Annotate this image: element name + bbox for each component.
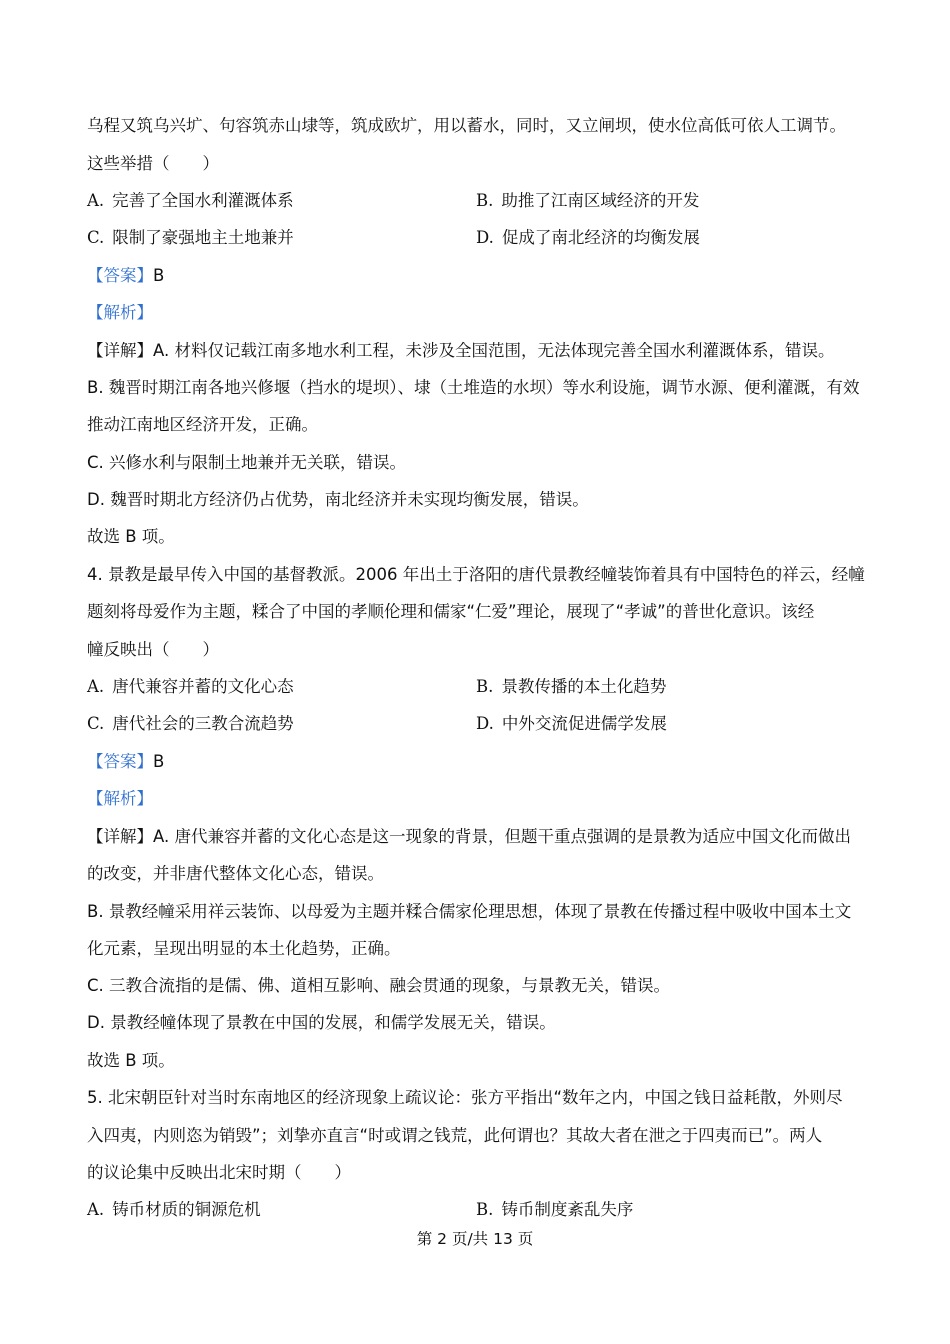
question-3-conclusion: 故选 B 项。	[87, 527, 175, 546]
question-3-option-c	[87, 228, 294, 248]
question-3-stem-end: 这些举措（ ）	[87, 154, 219, 173]
option-text: 铸币制度紊乱失序	[501, 1200, 634, 1219]
question-4-option-c	[87, 714, 294, 734]
option-text: 唐代社会的三教合流趋势	[112, 714, 294, 733]
page-footer: 第 2 页/共 13 页	[416, 1230, 534, 1248]
analysis-tag: 【解析】	[87, 789, 153, 808]
question-4-detail-a-line-1	[87, 827, 851, 847]
answer-tag: 【答案】	[87, 752, 153, 771]
question-4-answer	[87, 752, 164, 772]
answer-value: B	[153, 752, 165, 771]
question-3-analysis-tag	[87, 303, 153, 323]
detail-text: A. 唐代兼容并蓄的文化心态是这一现象的背景，但题干重点强调的是景教为适应中国文化而做出	[153, 827, 851, 846]
answer-value: B	[153, 266, 165, 285]
option-letter: B.	[476, 1200, 494, 1219]
analysis-tag: 【解析】	[87, 303, 153, 322]
question-4-stem-line-3: 幢反映出（ ）	[87, 640, 219, 659]
question-5-option-b	[476, 1200, 633, 1220]
answer-tag: 【答案】	[87, 266, 153, 285]
question-5-stem-line-2: 入四夷，内则恣为销毁”；刘挚亦直言“时或谓之钱荒，此何谓也？其故大者在泄之于四夷而已”。两人	[87, 1126, 823, 1145]
option-text: 铸币材质的铜源危机	[112, 1200, 261, 1219]
question-3-detail-d: D. 魏晋时期北方经济仍占优势，南北经济并未实现均衡发展，错误。	[87, 490, 589, 509]
question-3-option-d	[476, 228, 700, 248]
question-4-detail-a-line-2: 的改变，并非唐代整体文化心态，错误。	[87, 864, 384, 883]
question-4-detail-b-line-1: B. 景教经幢采用祥云装饰、以母爱为主题并糅合儒家伦理思想，体现了景教在传播过程中吸收中国本土文	[87, 902, 852, 921]
question-4-option-b	[476, 677, 666, 697]
question-3-option-a	[87, 191, 294, 211]
option-text: 完善了全国水利灌溉体系	[112, 191, 294, 210]
question-3-answer	[87, 266, 164, 286]
question-4-option-d	[476, 714, 667, 734]
question-5-stem-line-3: 的议论集中反映出北宋时期（ ）	[87, 1163, 351, 1182]
option-letter: B.	[476, 191, 494, 210]
option-text: 景教传播的本土化趋势	[501, 677, 667, 696]
question-5-stem-line-1: 5. 北宋朝臣针对当时东南地区的经济现象上疏议论：张方平指出“数年之内，中国之钱日益耗散，外则尽	[87, 1088, 843, 1107]
option-letter: A.	[87, 677, 105, 696]
option-letter: D.	[476, 228, 494, 247]
option-letter: C.	[87, 714, 105, 733]
option-text: 限制了豪强地主土地兼并	[112, 228, 294, 247]
question-4-detail-d: D. 景教经幢体现了景教在中国的发展，和儒学发展无关，错误。	[87, 1013, 556, 1032]
detail-tag: 【详解】	[87, 827, 153, 846]
question-4-conclusion: 故选 B 项。	[87, 1051, 175, 1070]
question-3-stem-tail: 乌程又筑乌兴圹、句容筑赤山埭等，筑成欧圹，用以蓄水，同时，又立闸坝，使水位高低可依人工调节。	[87, 116, 846, 135]
question-3-detail-c: C. 兴修水利与限制土地兼并无关联，错误。	[87, 453, 407, 472]
option-letter: B.	[476, 677, 494, 696]
option-text: 中外交流促进儒学发展	[501, 714, 667, 733]
option-text: 促成了南北经济的均衡发展	[501, 228, 700, 247]
question-3-option-b	[476, 191, 699, 211]
option-text: 助推了江南区域经济的开发	[501, 191, 700, 210]
option-letter: D.	[476, 714, 494, 733]
question-3-detail-a	[87, 341, 835, 361]
question-4-detail-b-line-2: 化元素，呈现出明显的本土化趋势，正确。	[87, 939, 401, 958]
question-4-stem-line-1: 4. 景教是最早传入中国的基督教派。2006 年出土于洛阳的唐代景教经幢装饰着具有中国特色的祥云，经幢	[87, 565, 865, 584]
question-4-stem-line-2: 题刻将母爱作为主题，糅合了中国的孝顺伦理和儒家“仁爱”理论，展现了“孝诚”的普世化意识。该经	[87, 602, 815, 621]
detail-tag: 【详解】	[87, 341, 153, 360]
detail-text: A. 材料仅记载江南多地水利工程，未涉及全国范围，无法体现完善全国水利灌溉体系，错误。	[153, 341, 835, 360]
question-4-detail-c: C. 三教合流指的是儒、佛、道相互影响、融会贯通的现象，与景教无关，错误。	[87, 976, 671, 995]
option-letter: C.	[87, 228, 105, 247]
option-letter: A.	[87, 191, 105, 210]
question-4-option-a	[87, 677, 294, 697]
question-5-option-a	[87, 1200, 261, 1220]
question-3-detail-b-line-1: B. 魏晋时期江南各地兴修堰（挡水的堤坝）、埭（土堆造的水坝）等水利设施，调节水源、便利灌溉，有效	[87, 378, 860, 397]
option-text: 唐代兼容并蓄的文化心态	[112, 677, 294, 696]
question-4-analysis-tag	[87, 789, 153, 809]
question-3-detail-b-line-2: 推动江南地区经济开发，正确。	[87, 415, 318, 434]
option-letter: A.	[87, 1200, 105, 1219]
